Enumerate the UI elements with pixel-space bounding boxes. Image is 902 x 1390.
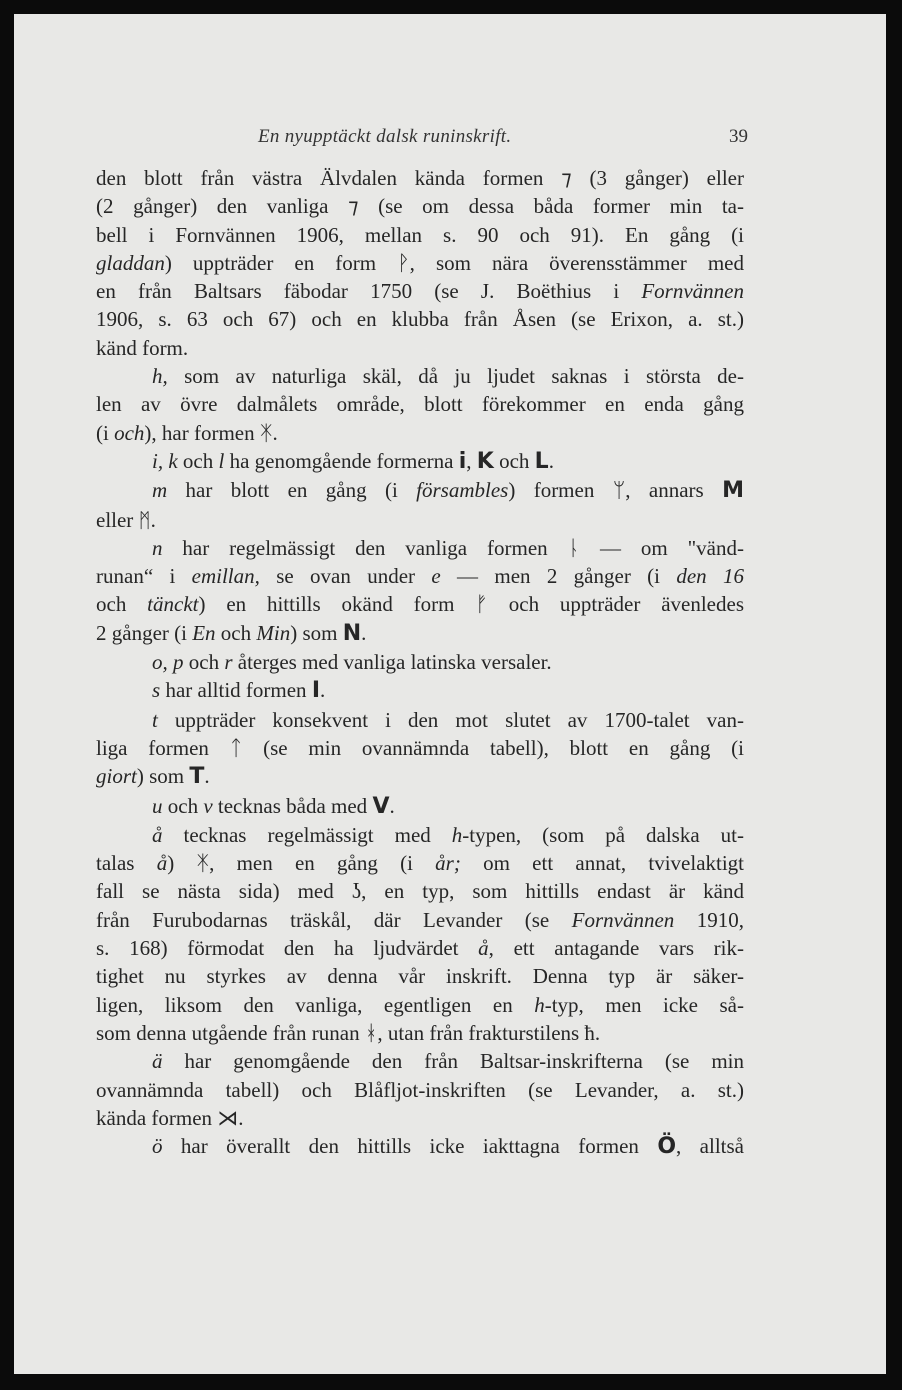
italic-term: och [114, 420, 145, 445]
italic-term: gladdan [96, 250, 165, 275]
rune-glyph: I [311, 678, 320, 704]
text-run: -typ, men icke så- [544, 992, 744, 1017]
text-line: (2 gånger) den vanliga ⁊ (se om dessa båda former min ta- [96, 194, 744, 219]
rune-glyph: i [458, 448, 467, 474]
text-run: och [177, 448, 219, 473]
italic-term: o, p [152, 650, 184, 675]
rune-glyph: T [189, 764, 205, 790]
text-run: eller [96, 507, 139, 532]
text-run: ha genomgående formerna [224, 448, 459, 473]
text-run: om ett annat, tvivelaktigt [460, 851, 745, 876]
page-header [14, 126, 886, 156]
text-run: uppträder konsekvent i den mot slutet av 1700-talet van- [157, 707, 744, 732]
text-line [96, 676, 744, 705]
body-text [96, 164, 744, 1161]
text-line [96, 906, 744, 934]
text-line: kända formen ⋊. [96, 1105, 244, 1130]
italic-term: den 16 [676, 564, 744, 589]
italic-term: å [156, 851, 168, 876]
text-run: och [162, 793, 204, 818]
italic-term: l [218, 448, 225, 473]
text-run: . [320, 678, 326, 703]
italic-term: Fornvännen [641, 279, 744, 304]
text-run: . [389, 793, 395, 818]
text-run: ) formen ᛘ, annars [508, 478, 723, 503]
text-line: len av övre dalmålets område, blott förekommer en enda gång [96, 392, 744, 417]
text-run: från Furubodarnas träskål, där Levander (se [96, 907, 572, 932]
text-line [96, 792, 744, 821]
italic-term: n [152, 535, 163, 560]
page-number: 39 [729, 126, 748, 147]
running-head: En nyupptäckt dalsk runinskrift. [258, 126, 512, 147]
text-run: tecknas båda med [212, 793, 373, 818]
text-line [96, 706, 744, 734]
rune-glyph: L [534, 448, 549, 474]
text-line [96, 934, 744, 962]
italic-term: s [152, 678, 161, 703]
text-run: se ovan under [259, 564, 432, 589]
rune-glyph: Ö [657, 1134, 677, 1160]
text-run: 1910, [674, 907, 744, 932]
text-line [96, 277, 744, 305]
text-line: känd form. [96, 335, 189, 360]
italic-term: h [534, 992, 545, 1017]
rune-glyph: ᛗ [138, 507, 151, 532]
text-line: 1906, s. 63 och 67) och en klubba från Åsen (se Erixon, a. st.) [96, 307, 744, 332]
text-line: bell i Fornvännen 1906, mellan s. 90 och 91). En gång (i [96, 222, 744, 247]
italic-term: u [152, 793, 163, 818]
text-line [96, 849, 744, 877]
italic-term: å [152, 822, 163, 847]
text-line [96, 562, 744, 590]
text-run: -typen, (som på dalska ut- [462, 822, 744, 847]
text-run: ) ᛡ, men en gång (i [167, 851, 436, 876]
text-run: . [548, 448, 554, 473]
text-run: ), har formen ᛡ. [144, 420, 278, 445]
rune-glyph: N [342, 620, 362, 646]
text-run: ) uppträder en form ᚹ, som nära överensstämmer med [164, 250, 744, 275]
rune-glyph: V [372, 793, 390, 819]
text-line [96, 506, 744, 534]
text-line [96, 534, 744, 562]
italic-term: tänckt [147, 592, 199, 617]
text-line [96, 821, 744, 849]
text-run: och [493, 448, 535, 473]
italic-term: emillan, [191, 564, 260, 589]
text-run: , alltså [676, 1134, 744, 1159]
text-line [96, 419, 744, 447]
text-line: liga formen ᛏ (se min ovannämnda tabell), blott en gång (i [96, 735, 744, 760]
text-run: , ett antagande vars rik- [488, 936, 744, 961]
italic-term: h [451, 822, 463, 847]
text-run: talas [96, 851, 157, 876]
text-run: återges med vanliga latinska versaler. [232, 650, 552, 675]
italic-term: v [203, 793, 213, 818]
text-line [96, 619, 744, 648]
italic-term: giort [96, 764, 137, 789]
italic-term: å [478, 936, 489, 961]
text-line: tighet nu styrkes av denna vår inskrift. Denna typ är säker- [96, 964, 744, 989]
italic-term: t [152, 707, 158, 732]
italic-term: i, k [152, 448, 178, 473]
text-run: (i [96, 420, 115, 445]
text-run: — men 2 gånger (i [440, 564, 677, 589]
text-run: har överallt den hittills icke iakttagna formen [162, 1134, 658, 1159]
text-run: har blott en gång (i [167, 478, 417, 503]
italic-term: år; [435, 851, 461, 876]
italic-term: h, [152, 364, 168, 389]
text-line [96, 249, 744, 277]
text-run: . [150, 507, 156, 532]
text-line [96, 447, 744, 476]
text-line [96, 762, 744, 791]
text-run: har alltid formen [160, 678, 312, 703]
text-run: ) som [136, 764, 190, 789]
text-line: som denna utgående från runan ᚼ, utan från frakturstilens ħ. [96, 1020, 601, 1045]
text-line [96, 648, 744, 676]
italic-term: r [224, 650, 233, 675]
italic-term: m [152, 478, 168, 503]
text-run: tecknas regelmässigt med [162, 822, 452, 847]
rune-glyph: M [722, 478, 744, 504]
italic-term: försambles [416, 478, 509, 503]
book-page [14, 14, 886, 1374]
text-run: ) som [290, 620, 343, 645]
italic-term: e [431, 564, 441, 589]
text-run: som av naturliga skäl, då ju ljudet saknas i största de- [167, 364, 744, 389]
text-run: , [466, 448, 477, 473]
text-run: och [215, 620, 257, 645]
text-line: fall se nästa sida) med ʖ, en typ, som hittills endast är känd [96, 879, 744, 904]
text-line [96, 362, 744, 390]
text-run: har regelmässigt den vanliga formen ᚿ — om "vänd- [162, 535, 744, 560]
text-run: . [204, 764, 210, 789]
text-line [96, 590, 744, 618]
italic-term: Min [256, 620, 291, 645]
text-line: den blott från västra Älvdalen kända formen ⁊ (3 gånger) eller [96, 166, 744, 190]
text-run: och [96, 592, 148, 617]
text-line [96, 1047, 744, 1075]
text-line [96, 476, 744, 505]
text-run: en från Baltsars fäbodar 1750 (se J. Boëthius i [96, 279, 642, 304]
text-run: runan“ i [96, 564, 192, 589]
text-run: ) en hittills okänd form ᚠ och uppträder ävenledes [198, 592, 745, 617]
text-run: har genomgående den från Baltsar-inskrifterna (se min [162, 1049, 744, 1074]
text-line: ovannämnda tabell) och Blåfljot-inskriften (se Levander, a. st.) [96, 1077, 744, 1102]
text-run: och [183, 650, 225, 675]
text-run: . [361, 620, 367, 645]
italic-term: ö [152, 1134, 163, 1159]
text-line [96, 1132, 744, 1161]
italic-term: En [192, 620, 216, 645]
text-run: s. 168) förmodat den ha ljudvärdet [96, 936, 479, 961]
rune-glyph: K [476, 448, 494, 474]
text-line [96, 991, 744, 1019]
text-run: 2 gånger (i [96, 620, 193, 645]
italic-term: ä [152, 1049, 163, 1074]
italic-term: Fornvännen [571, 907, 675, 932]
text-run: ligen, liksom den vanliga, egentligen en [96, 992, 535, 1017]
